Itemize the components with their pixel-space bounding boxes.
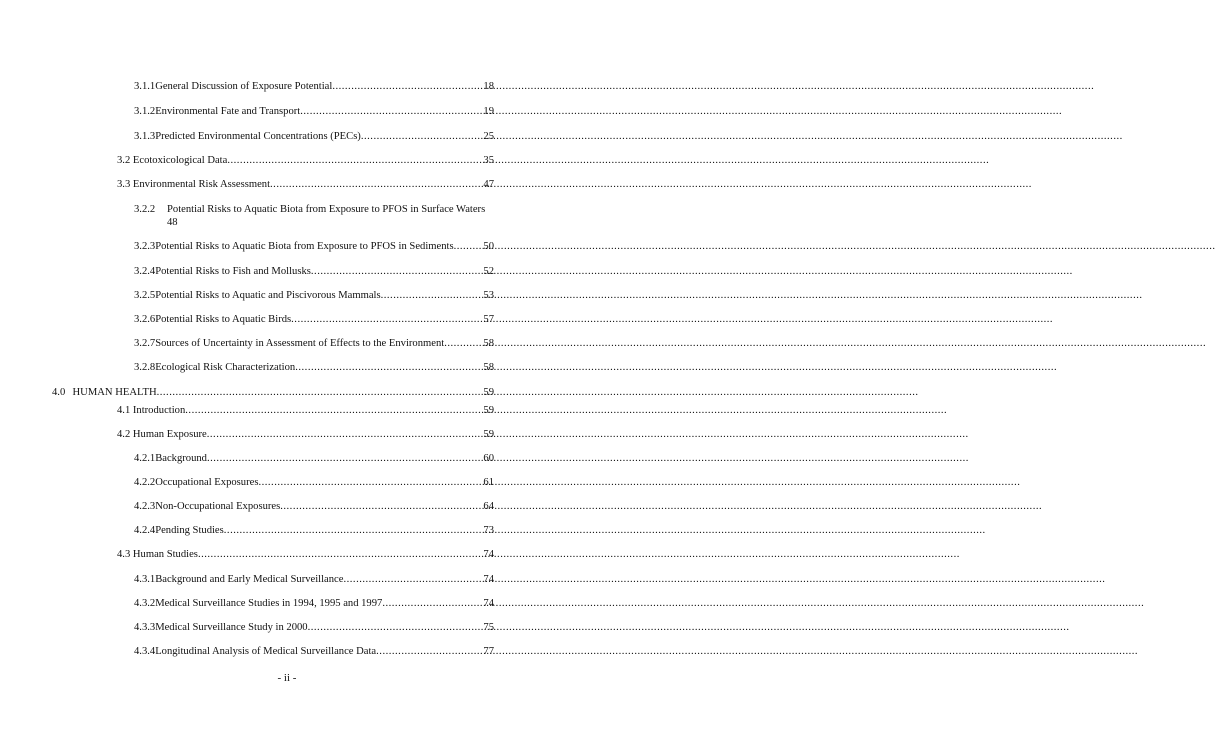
toc-entry-title: Potential Risks to Aquatic Birds	[155, 314, 292, 325]
toc-entry-page: 35	[483, 155, 494, 166]
toc-entry[interactable]	[134, 452, 494, 465]
toc-entry-title: Longitudinal Analysis of Medical Surveillance Data	[155, 646, 377, 657]
toc-entry-page: 18	[483, 81, 494, 92]
toc-entry-page: 74	[483, 574, 494, 585]
toc-entry-number: 3.1.3	[134, 131, 156, 142]
toc-entry-page: 52	[483, 266, 494, 277]
toc-entry-page: 60	[483, 453, 494, 464]
toc-entry-title: 4.3 Human Studies	[117, 549, 198, 560]
toc-leader-dots	[300, 105, 482, 118]
toc-leader-dots	[207, 452, 482, 465]
toc-entry-number: 4.2.3	[134, 501, 156, 512]
toc-entry-title: Medical Surveillance Studies in 1994, 1995 and 1997	[155, 598, 383, 609]
toc-entry-number: 4.2.2	[134, 477, 156, 488]
toc-leader-dots	[224, 524, 483, 537]
toc-entry-number: 3.2.8	[134, 362, 156, 373]
toc-entry[interactable]	[134, 203, 494, 229]
toc-entry-title: Background and Early Medical Surveillance	[155, 574, 344, 585]
toc-entry-title: Pending Studies	[155, 525, 224, 536]
toc-entry-title: General Discussion of Exposure Potential	[155, 81, 333, 92]
toc-entry-page: 58	[483, 362, 494, 373]
toc-entry-title: Potential Risks to Aquatic Biota from Exposure to PFOS in Sediments	[155, 241, 454, 252]
toc-leader-dots	[227, 154, 482, 167]
toc-entry-title: 4.2 Human Exposure	[117, 429, 207, 440]
toc-entry-title: 4.1 Introduction	[117, 405, 186, 416]
toc-entry-page: 74	[483, 598, 494, 609]
toc-entry-number: 3.2.3	[134, 241, 156, 252]
toc-leader-dots	[444, 337, 482, 350]
toc-leader-dots	[258, 476, 482, 489]
toc-entry-page: 25	[483, 131, 494, 142]
toc-entry-title: Sources of Uncertainty in Assessment of Effects to the Environment	[155, 338, 445, 349]
toc-entry-page: 53	[483, 290, 494, 301]
toc-entry-number: 4.0	[52, 387, 66, 398]
toc-entry[interactable]	[134, 265, 494, 278]
toc-leader-dots	[454, 240, 483, 253]
toc-entry[interactable]	[134, 524, 494, 537]
toc-leader-dots	[343, 573, 482, 586]
toc-entry-title: Occupational Exposures	[155, 477, 259, 488]
toc-entry[interactable]	[117, 548, 494, 561]
toc-entry-title: Medical Surveillance Study in 2000	[155, 622, 308, 633]
toc-entry-page: 64	[483, 501, 494, 512]
toc-entry-title: HUMAN HEALTH	[72, 387, 157, 398]
toc-entry[interactable]	[134, 645, 494, 658]
toc-entry[interactable]	[117, 428, 494, 441]
toc-entry-number: 4.2.1	[134, 453, 156, 464]
toc-entry-number: 4.3.1	[134, 574, 156, 585]
toc-leader-dots	[270, 178, 482, 191]
toc-entry[interactable]	[134, 476, 494, 489]
toc-entry-number: 3.1.2	[134, 106, 156, 117]
toc-entry-number: 4.3.2	[134, 598, 156, 609]
toc-entry-number: 3.2.4	[134, 266, 156, 277]
toc-leader-dots	[311, 265, 483, 278]
toc-entry-page: 59	[483, 405, 494, 416]
toc-leader-dots	[361, 130, 483, 143]
toc-leader-dots	[295, 361, 482, 374]
toc-entry-page: 58	[483, 338, 494, 349]
toc-entry[interactable]	[117, 154, 494, 167]
toc-entry[interactable]	[134, 130, 494, 143]
toc-leader-dots	[157, 386, 483, 399]
toc-entry-page: 50	[483, 241, 494, 252]
toc-entry-number: 3.2.2	[134, 204, 156, 215]
toc-leader-dots	[291, 313, 482, 326]
toc-entry-title: Background	[155, 453, 207, 464]
toc-entry[interactable]	[134, 597, 494, 610]
toc-entry-title: Potential Risks to Aquatic Biota from Exposure to PFOS in Surface Waters 48	[167, 204, 486, 228]
toc-entry-title: Potential Risks to Aquatic and Piscivorous Mammals	[155, 290, 381, 301]
document-page	[0, 0, 574, 743]
toc-entry[interactable]	[134, 573, 494, 586]
toc-entry-page: 75	[483, 622, 494, 633]
toc-entry-title: Potential Risks to Fish and Mollusks	[155, 266, 311, 277]
toc-leader-dots	[332, 80, 482, 93]
toc-entry-page: 74	[483, 549, 494, 560]
toc-entry-number: 4.3.4	[134, 646, 156, 657]
toc-entry-page: 77	[483, 646, 494, 657]
toc-leader-dots	[207, 428, 483, 441]
toc-leader-dots	[308, 621, 483, 634]
toc-entry[interactable]	[52, 386, 494, 399]
toc-leader-dots	[185, 404, 482, 417]
toc-entry[interactable]	[134, 80, 494, 93]
toc-entry[interactable]	[134, 621, 494, 634]
toc-leader-dots	[382, 597, 482, 610]
toc-entry-page: 57	[483, 314, 494, 325]
toc-entry[interactable]	[117, 404, 494, 417]
toc-entry-page: 47	[483, 179, 494, 190]
toc-entry-page: 59	[483, 429, 494, 440]
toc-entry[interactable]	[134, 361, 494, 374]
toc-entry-title: Environmental Fate and Transport	[155, 106, 301, 117]
toc-entry-page: 61	[483, 477, 494, 488]
toc-leader-dots	[198, 548, 482, 561]
toc-leader-dots	[381, 289, 483, 302]
toc-entry-number: 4.2.4	[134, 525, 156, 536]
toc-entry-title: 3.3 Environmental Risk Assessment	[117, 179, 271, 190]
toc-entry-title: Ecological Risk Characterization	[155, 362, 296, 373]
toc-entry-number: 3.1.1	[134, 81, 156, 92]
toc-entry-number: 3.2.5	[134, 290, 156, 301]
toc-leader-dots	[280, 500, 482, 513]
toc-entry[interactable]	[117, 178, 494, 191]
toc-entry-title: 3.2 Ecotoxicological Data	[117, 155, 228, 166]
toc-entry[interactable]	[134, 313, 494, 326]
toc-entry-number: 3.2.6	[134, 314, 156, 325]
toc-entry-page: 19	[483, 106, 494, 117]
toc-entry-number: 3.2.7	[134, 338, 156, 349]
page-number-footer: - ii -	[277, 672, 297, 684]
toc-entry-page: 59	[483, 387, 494, 398]
toc-entry[interactable]	[134, 240, 494, 253]
toc-entry-number: 4.3.3	[134, 622, 156, 633]
toc-entry[interactable]	[134, 289, 494, 302]
toc-entry[interactable]	[134, 337, 494, 350]
toc-entry-title: Non-Occupational Exposures	[155, 501, 281, 512]
toc-entry[interactable]	[134, 500, 494, 513]
toc-entry-page: 73	[483, 525, 494, 536]
toc-entry[interactable]	[134, 105, 494, 118]
toc-entry-title: Predicted Environmental Concentrations (PECs)	[155, 131, 361, 142]
toc-leader-dots	[376, 645, 482, 658]
